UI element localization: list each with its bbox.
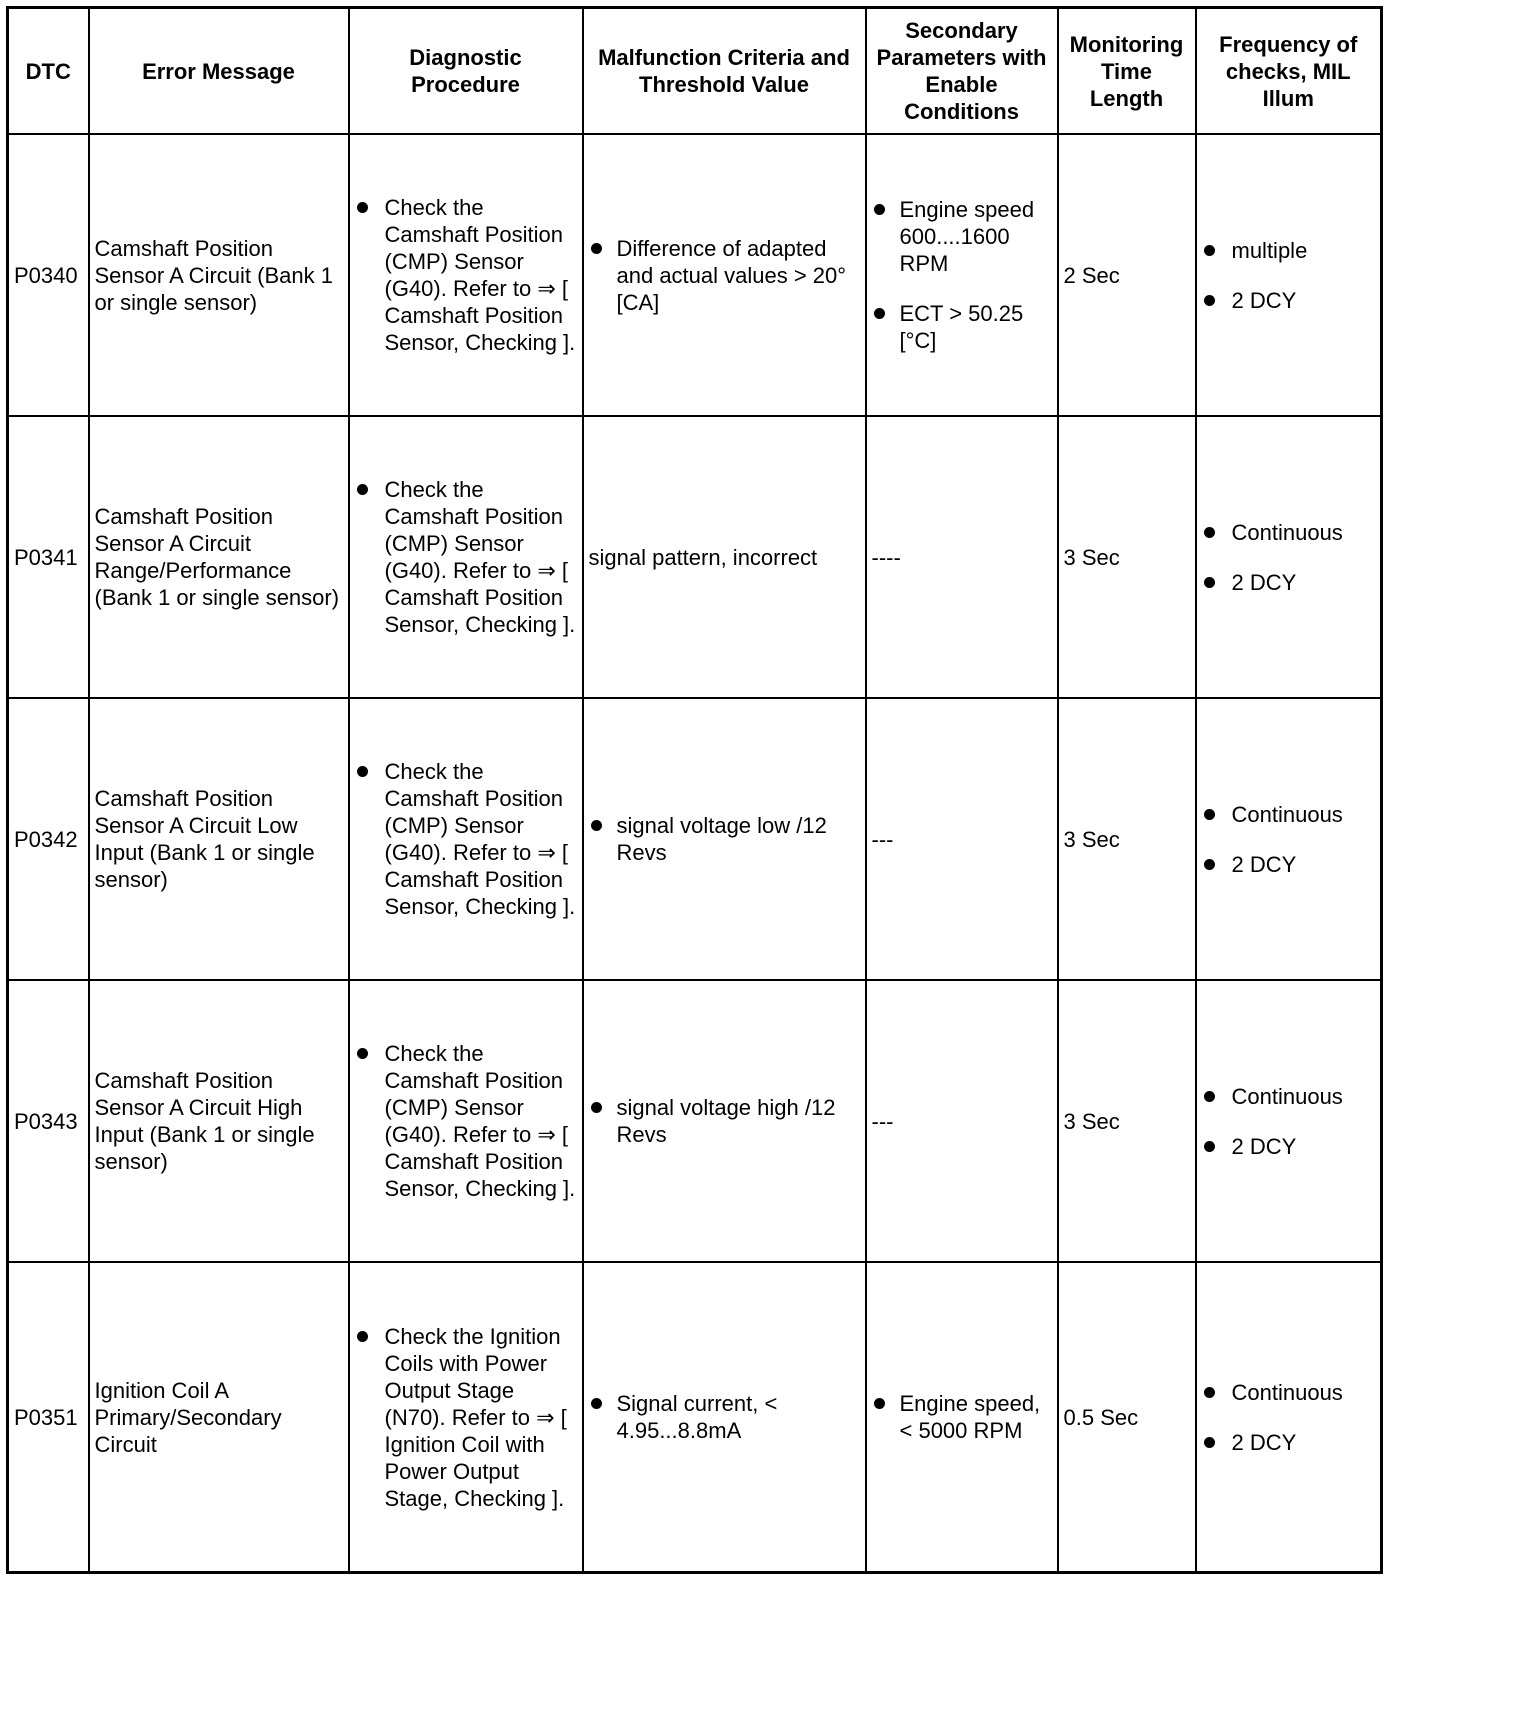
frequency [1196,134,1382,416]
table-row [8,1262,1382,1573]
secondary-item: Engine speed, < 5000 RPM [872,1390,1052,1444]
diagnostic-procedure [349,980,583,1262]
monitoring-time: 2 Sec [1058,134,1196,416]
criteria-item: Signal current, < 4.95...8.8mA [589,1390,860,1444]
dtc-code: P0341 [8,416,89,698]
malfunction-criteria [583,134,866,416]
malfunction-criteria [583,1262,866,1573]
header-diagnostic-procedure: Diagnostic Procedure [349,8,583,135]
error-message: Camshaft Position Sensor A Circuit Range/Performance (Bank 1 or single sensor) [89,416,349,698]
header-secondary-parameters: Secondary Parameters with Enable Conditions [866,8,1058,135]
mil-item: 2 DCY [1202,1133,1376,1160]
header-malfunction-criteria: Malfunction Criteria and Threshold Value [583,8,866,135]
error-message: Camshaft Position Sensor A Circuit High Input (Bank 1 or single sensor) [89,980,349,1262]
table-row [8,980,1382,1262]
dtc-code: P0340 [8,134,89,416]
procedure-item: Check the Camshaft Position (CMP) Sensor (G40). Refer to ⇒ [ Camshaft Position Sensor, Checking ]. [355,758,577,920]
frequency [1196,980,1382,1262]
monitoring-time: 3 Sec [1058,980,1196,1262]
table-row [8,698,1382,980]
diagnostic-procedure [349,416,583,698]
dtc-table [6,6,1383,1574]
secondary-parameters: --- [866,698,1058,980]
frequency-item: Continuous [1202,1083,1376,1110]
secondary-parameters: ---- [866,416,1058,698]
malfunction-criteria [583,698,866,980]
table-row [8,416,1382,698]
procedure-item: Check the Camshaft Position (CMP) Sensor (G40). Refer to ⇒ [ Camshaft Position Sensor, Checking ]. [355,476,577,638]
monitoring-time: 3 Sec [1058,416,1196,698]
secondary-parameters: --- [866,980,1058,1262]
header-error-message: Error Message [89,8,349,135]
table-row [8,134,1382,416]
secondary-parameters [866,134,1058,416]
header-monitoring-time: Monitoring Time Length [1058,8,1196,135]
dtc-code: P0343 [8,980,89,1262]
frequency [1196,698,1382,980]
header-row [8,8,1382,135]
header-frequency: Frequency of checks, MIL Illum [1196,8,1382,135]
frequency [1196,416,1382,698]
error-message: Camshaft Position Sensor A Circuit (Bank 1 or single sensor) [89,134,349,416]
secondary-parameters [866,1262,1058,1573]
frequency-item: multiple [1202,237,1376,264]
mil-item: 2 DCY [1202,569,1376,596]
procedure-item: Check the Camshaft Position (CMP) Sensor (G40). Refer to ⇒ [ Camshaft Position Sensor, Checking ]. [355,194,577,356]
header-dtc: DTC [8,8,89,135]
diagnostic-procedure [349,1262,583,1573]
diagnostic-procedure [349,134,583,416]
frequency [1196,1262,1382,1573]
error-message: Ignition Coil A Primary/Secondary Circuit [89,1262,349,1573]
monitoring-time: 3 Sec [1058,698,1196,980]
criteria-item: Difference of adapted and actual values > 20° [CA] [589,235,860,316]
procedure-item: Check the Ignition Coils with Power Output Stage (N70). Refer to ⇒ [ Ignition Coil with Power Output Stage, Checking ]. [355,1323,577,1512]
mil-item: 2 DCY [1202,1429,1376,1456]
monitoring-time: 0.5 Sec [1058,1262,1196,1573]
frequency-item: Continuous [1202,519,1376,546]
dtc-code: P0351 [8,1262,89,1573]
frequency-item: Continuous [1202,801,1376,828]
malfunction-criteria [583,980,866,1262]
malfunction-criteria: signal pattern, incorrect [583,416,866,698]
diagnostic-procedure [349,698,583,980]
dtc-code: P0342 [8,698,89,980]
secondary-item: Engine speed 600....1600 RPM [872,196,1052,277]
criteria-item: signal voltage low /12 Revs [589,812,860,866]
error-message: Camshaft Position Sensor A Circuit Low Input (Bank 1 or single sensor) [89,698,349,980]
procedure-item: Check the Camshaft Position (CMP) Sensor (G40). Refer to ⇒ [ Camshaft Position Sensor, Checking ]. [355,1040,577,1202]
frequency-item: Continuous [1202,1379,1376,1406]
secondary-item: ECT > 50.25 [°C] [872,300,1052,354]
mil-item: 2 DCY [1202,851,1376,878]
criteria-item: signal voltage high /12 Revs [589,1094,860,1148]
mil-item: 2 DCY [1202,287,1376,314]
